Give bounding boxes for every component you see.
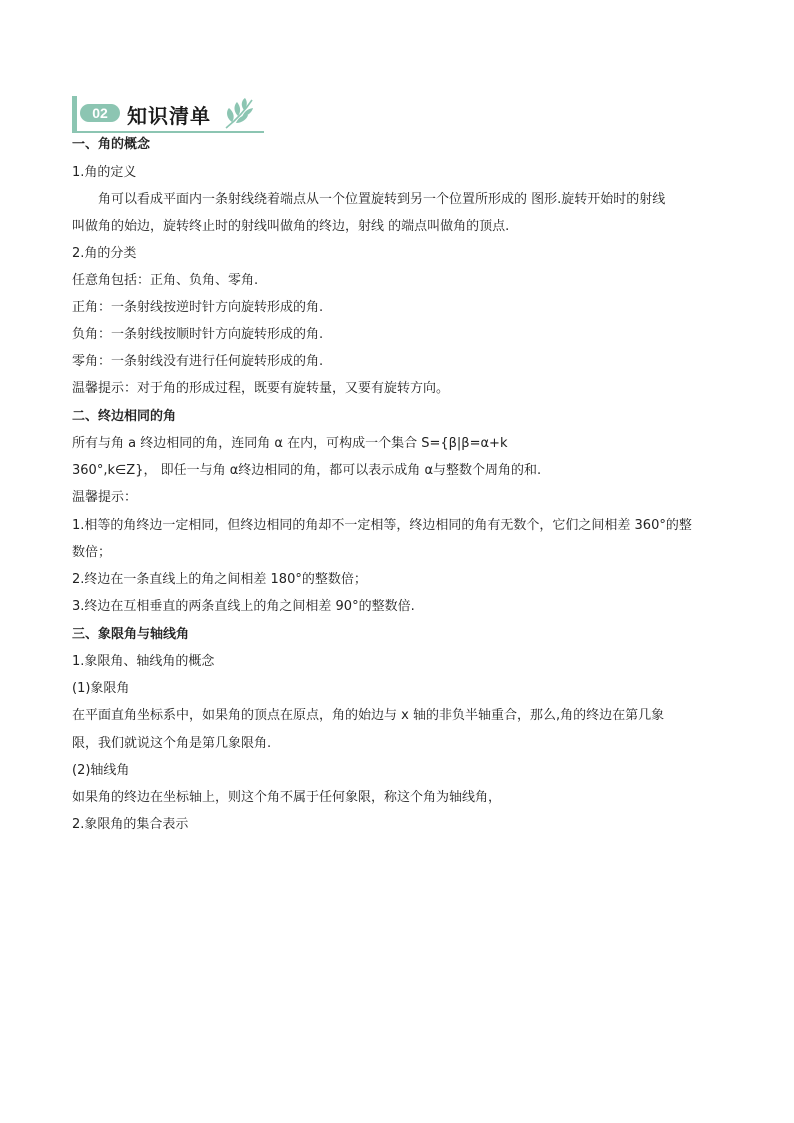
header-underline xyxy=(72,131,264,133)
paragraph-line: 角可以看成平面内一条射线绕着端点从一个位置旋转到另一个位置所形成的 图形.旋转开始时的射线 xyxy=(98,192,666,207)
paragraph-line: 叫做角的始边，旋转终止时的射线叫做角的终边，射线 的端点叫做角的顶点. xyxy=(72,219,510,234)
paragraph-line: 在平面直角坐标系中，如果角的顶点在原点，角的始边与 x 轴的非负半轴重合，那么,角的终边在第几象 xyxy=(72,708,665,723)
paragraph-line: 任意角包括：正角、负角、零角. xyxy=(72,273,259,288)
paragraph-line: 正角：一条射线按逆时针方向旋转形成的角. xyxy=(72,300,324,315)
paragraph-line: 3.终边在互相垂直的两条直线上的角之间相差 90°的整数倍. xyxy=(72,599,415,614)
paragraph-line: 限，我们就说这个角是第几象限角. xyxy=(72,736,272,751)
tip-line: 温馨提示： xyxy=(72,490,138,505)
paragraph-line: 2.终边在一条直线上的角之间相差 180°的整数倍； xyxy=(72,572,367,587)
section-number-badge: 02 xyxy=(80,104,120,122)
section-title: 知识清单 xyxy=(127,104,211,128)
leaf-icon xyxy=(222,96,260,134)
header-accent-bar xyxy=(72,96,77,132)
subheading-set-representation: 2.象限角的集合表示 xyxy=(72,817,189,832)
section-header xyxy=(72,96,264,134)
paragraph-line: 1.相等的角终边一定相同，但终边相同的角却不一定相等，终边相同的角有无数个，它们之间相差 360°的整 xyxy=(72,518,692,533)
subheading-quadrant: (1)象限角 xyxy=(72,681,130,696)
heading-coterminal: 二、终边相同的角 xyxy=(72,409,177,424)
subheading-classification: 2.角的分类 xyxy=(72,246,137,261)
paragraph-line: 如果角的终边在坐标轴上，则这个角不属于任何象限，称这个角为轴线角， xyxy=(72,790,502,805)
paragraph-line: 所有与角 a 终边相同的角，连同角 α 在内，可构成一个集合 S={β|β=α+k xyxy=(72,436,508,451)
paragraph-line: 数倍； xyxy=(72,545,112,560)
subheading-definition: 1.角的定义 xyxy=(72,165,137,180)
paragraph-line: 零角：一条射线没有进行任何旋转形成的角. xyxy=(72,354,324,369)
paragraph-line: 负角：一条射线按顺时针方向旋转形成的角. xyxy=(72,327,324,342)
subheading-concept: 1.象限角、轴线角的概念 xyxy=(72,654,215,669)
heading-angle-concept: 一、角的概念 xyxy=(72,137,151,152)
paragraph-line: 360°,k∈Z}， 即任一与角 α终边相同的角，都可以表示成角 α与整数个周角的和. xyxy=(72,463,542,478)
subheading-axis-angle: (2)轴线角 xyxy=(72,763,130,778)
heading-quadrant-angle: 三、象限角与轴线角 xyxy=(72,627,190,642)
tip-line: 温馨提示：对于角的形成过程，既要有旋转量，又要有旋转方向。 xyxy=(72,381,450,396)
